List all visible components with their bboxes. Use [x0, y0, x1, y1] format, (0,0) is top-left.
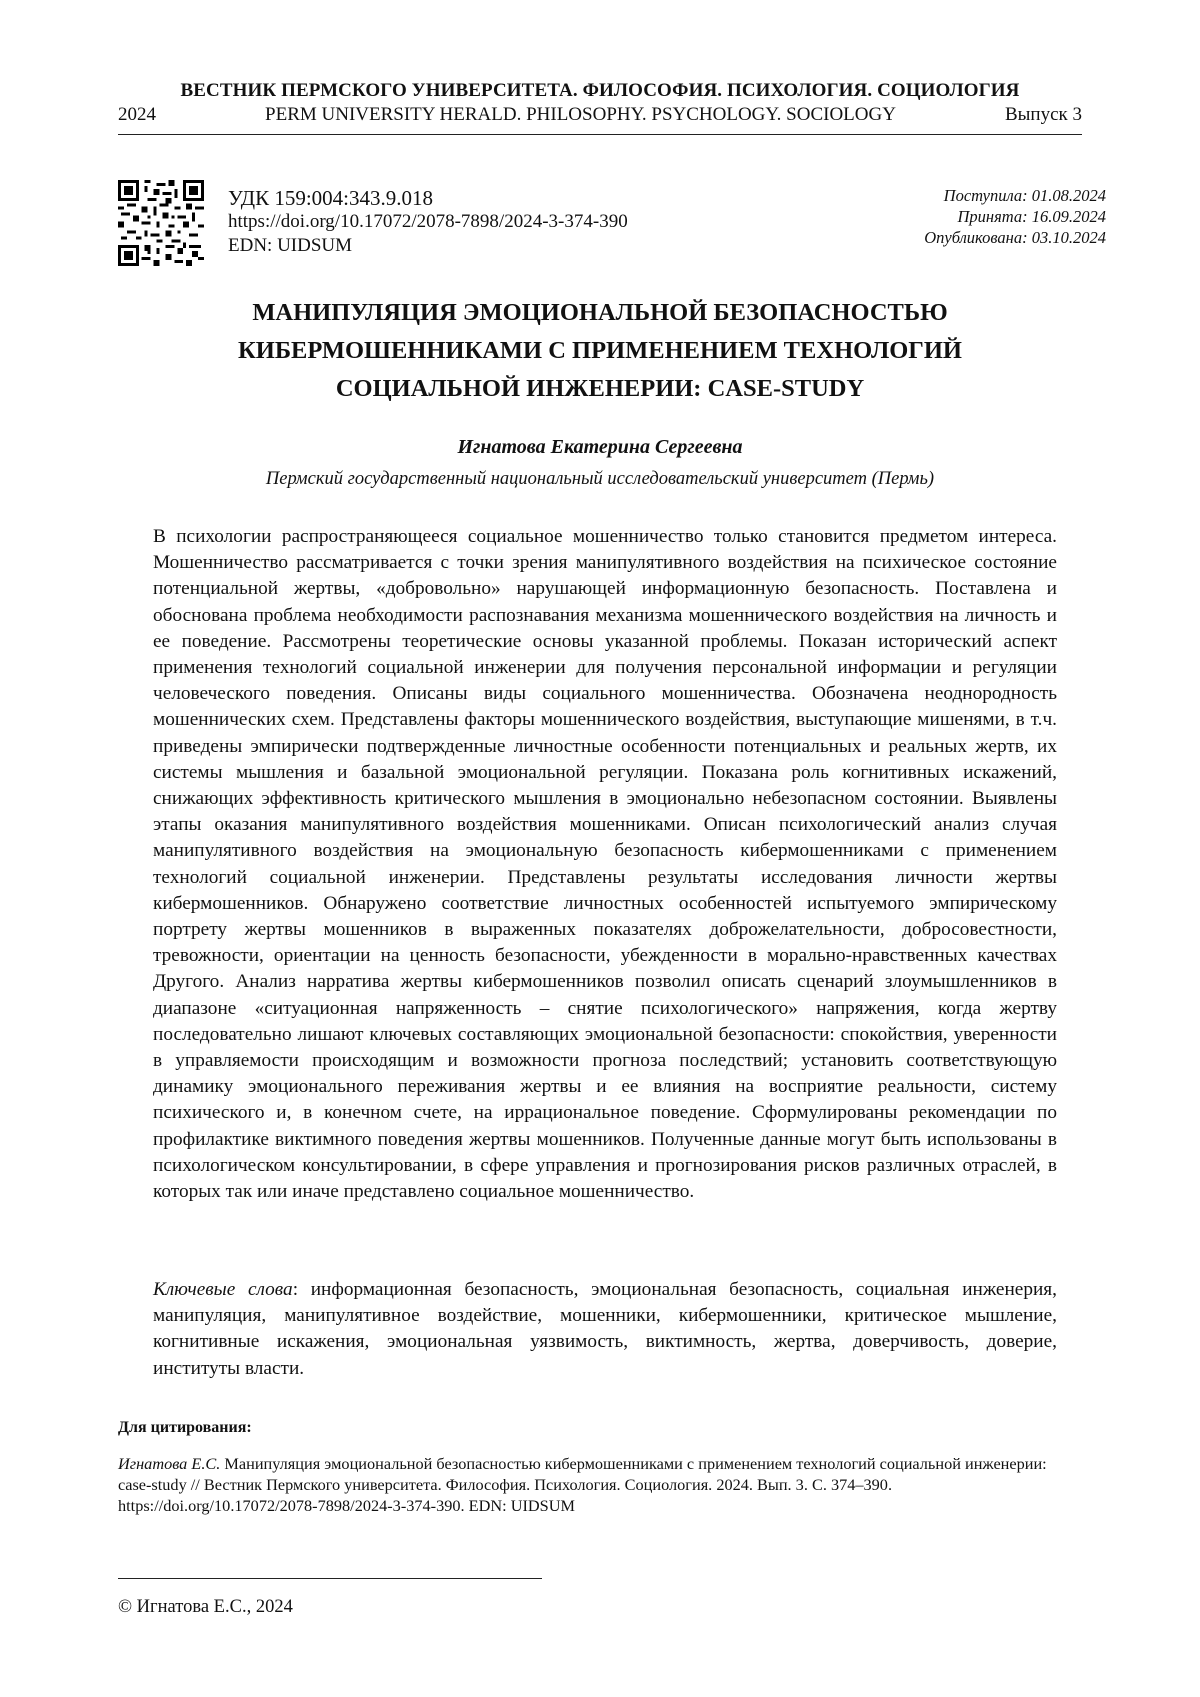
udk-code: УДК 159:004:343.9.018 — [228, 186, 628, 210]
article-title-line: КИБЕРМОШЕННИКАМИ С ПРИМЕНЕНИЕМ ТЕХНОЛОГИЙ — [150, 332, 1050, 370]
citation-heading: Для цитирования: — [118, 1419, 252, 1437]
accepted-date: Принята: 16.09.2024 — [924, 206, 1106, 227]
author-affiliation: Пермский государственный национальный исследовательский университет (Пермь) — [150, 469, 1050, 490]
edn-code: EDN: UIDSUM — [228, 234, 628, 258]
journal-issue: Выпуск 3 — [1005, 104, 1082, 126]
published-date: Опубликована: 03.10.2024 — [924, 227, 1106, 248]
citation-author: Игнатова Е.С. — [118, 1454, 220, 1473]
copyright-notice: © Игнатова Е.С., 2024 — [118, 1597, 293, 1618]
keywords-list: : информационная безопасность, эмоциональная безопасность, социальная инженерия, манипуляция, манипулятивное воздействие, мошенники, кибермошенники, критическое мышление, когнитивные искажения, эмоциональная уязвимость, виктимность, жертва, доверчивость, доверие, институты власти. — [153, 1279, 1057, 1379]
citation-text — [118, 1453, 1078, 1516]
abstract-text: В психологии распространяющееся социальное мошенничество только становится предметом интереса. Мошенничество рассматривается с точки зрения манипулятивного воздействия на психическое состояние потенциальной жертвы, «добровольно» нарушающей информационную безопасность. Поставлена и обоснована проблема необходимости распознавания механизма мошеннического воздействия на личность и ее поведение. Рассмотрены теоретические основы указанной проблемы. Показан исторический аспект применения технологий социальной инженерии для получения персональной информации и регуляции человеческого поведения. Описаны виды социального мошенничества. Обозначена неоднородность мошеннических схем. Представлены факторы мошеннического воздействия, выступающие мишенями, в т.ч. приведены эмпирически подтвержденные личностные особенности потенциальных и реальных жертв, их системы мышления и базальной эмоциональной регуляции. Показана роль когнитивных искажений, снижающих эффективность критического мышления в эмоционально небезопасном состоянии. Выявлены этапы оказания манипулятивного воздействия мошенниками. Описан психологический анализ случая манипулятивного воздействия на эмоциональную безопасность кибермошенниками с применением технологий социальной инженерии. Представлены результаты исследования личности жертвы кибермошенников. Обнаружено соответствие личностных особенностей испытуемого эмпирическому портрету жертвы мошенников в выраженных показателях доброжелательности, добросовестности, тревожности, ориентации на ценность безопасности, убежденности в морально-нравственных качествах Другого. Анализ нарратива жертвы кибермошенников позволил описать сценарий злоумышленников в диапазоне «ситуационная напряженность – снятие психологического» напряжения, когда жертву последовательно лишают ключевых составляющих эмоциональной безопасности: спокойствия, уверенности в управляемости происходящим и возможности прогноза последствий; установить соответствующую динамику эмоционального переживания жертвы и ее влияния на восприятие реальности, систему психического и, в конечном счете, на иррациональное поведение. Сформулированы рекомендации по профилактике виктимного поведения жертвы мошенников. Полученные данные могут быть использованы в психологическом консультировании, в сфере управления и прогнозирования рисков различных отраслей, в которых так или иначе представлено социальное мошенничество. — [153, 524, 1057, 1205]
qr-code-icon — [118, 180, 204, 266]
article-dates — [924, 185, 1106, 248]
header-divider — [118, 134, 1082, 135]
keywords — [153, 1277, 1057, 1382]
article-title-line: МАНИПУЛЯЦИЯ ЭМОЦИОНАЛЬНОЙ БЕЗОПАСНОСТЬЮ — [150, 294, 1050, 332]
citation-body: Манипуляция эмоциональной безопасностью кибермошенниками с применением технологий социальной инженерии: case-study // Вестник Пермского университета. Философия. Психология. Социология. 2024. Вып. 3. С. 374–390. https://doi.org/10.17072/2078-7898/2024-3-374-390. EDN: UIDSUM — [118, 1454, 1047, 1515]
journal-header-line — [118, 104, 1082, 126]
journal-year: 2024 — [118, 104, 156, 126]
author-name: Игнатова Екатерина Сергеевна — [150, 436, 1050, 459]
journal-title-en: PERM UNIVERSITY HERALD. PHILOSOPHY. PSYCHOLOGY. SOCIOLOGY — [265, 104, 896, 126]
article-title-line: СОЦИАЛЬНОЙ ИНЖЕНЕРИИ: CASE-STUDY — [150, 370, 1050, 408]
footnote-divider — [118, 1578, 542, 1579]
article-title — [150, 294, 1050, 408]
journal-title-ru: ВЕСТНИК ПЕРМСКОГО УНИВЕРСИТЕТА. ФИЛОСОФИЯ. ПСИХОЛОГИЯ. СОЦИОЛОГИЯ — [118, 80, 1082, 102]
article-identifiers — [228, 186, 628, 258]
keywords-label: Ключевые слова — [153, 1279, 293, 1300]
doi-link[interactable]: https://doi.org/10.17072/2078-7898/2024-3-374-390 — [228, 210, 628, 234]
received-date: Поступила: 01.08.2024 — [924, 185, 1106, 206]
